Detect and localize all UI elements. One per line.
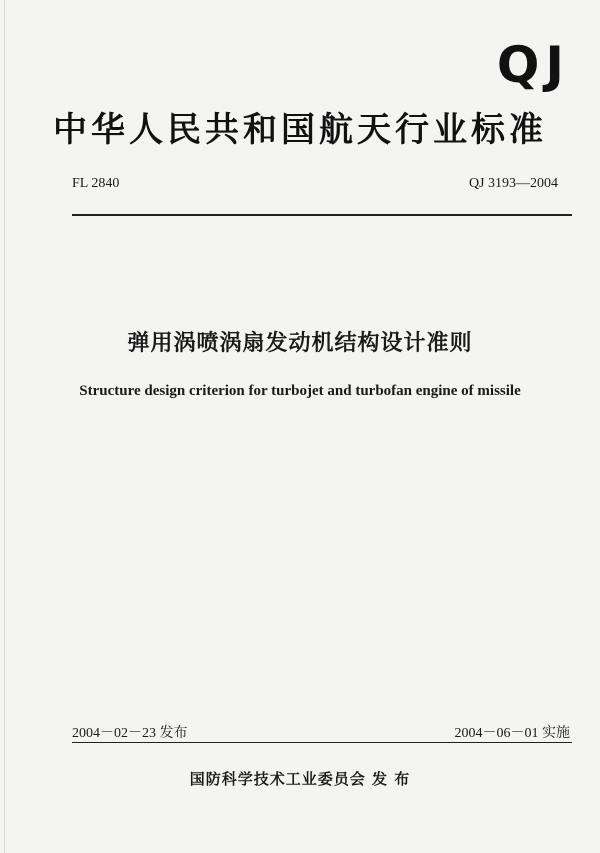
document-title-english: Structure design criterion for turbojet and turbofan engine of missile xyxy=(79,383,521,399)
standard-number: QJ 3193—2004 xyxy=(468,176,558,191)
document-title-chinese: 弹用涡喷涡扇发动机结构设计准则 xyxy=(127,331,473,356)
classification-code: FL 2840 xyxy=(72,176,120,191)
standard-category-title: 中华人民共和国航天行业标准 xyxy=(53,110,547,150)
implementation-date: 2004－06－01 实施 xyxy=(454,726,570,741)
footer-divider xyxy=(72,742,572,743)
qj-logo: QJ xyxy=(496,36,570,94)
publisher: 国防科学技术工业委员会 发 布 xyxy=(189,770,411,788)
header-divider xyxy=(72,214,572,216)
issue-date: 2004－02－23 发布 xyxy=(72,726,188,741)
